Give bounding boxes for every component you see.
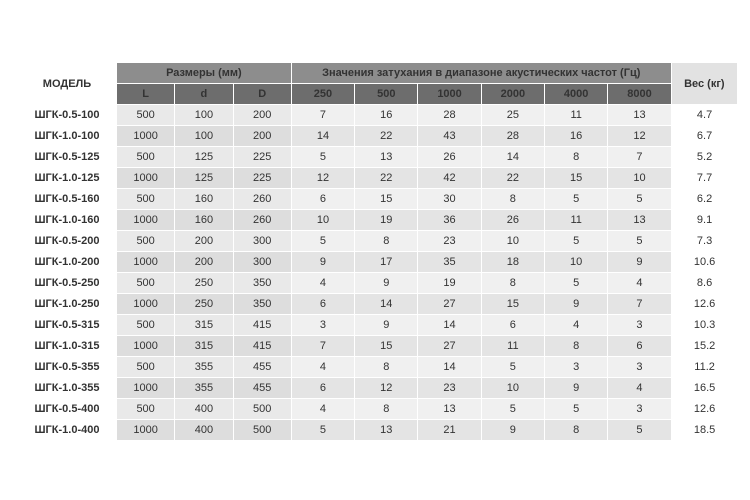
cell-dim-D: 260 — [233, 210, 291, 231]
cell-f4000: 8 — [545, 147, 608, 168]
cell-f1000: 27 — [418, 294, 481, 315]
cell-f500: 22 — [355, 126, 418, 147]
table-row — [12, 126, 738, 147]
table-body — [12, 105, 738, 441]
cell-weight: 6.2 — [671, 189, 737, 210]
cell-f250: 4 — [291, 399, 354, 420]
cell-f500: 9 — [355, 315, 418, 336]
specifications-table — [12, 62, 738, 441]
cell-model: ШГК-1.0-400 — [12, 420, 116, 441]
cell-weight: 10.6 — [671, 252, 737, 273]
cell-f2000: 15 — [481, 294, 544, 315]
cell-f2000: 14 — [481, 147, 544, 168]
cell-dim-d: 200 — [175, 231, 233, 252]
table-row — [12, 357, 738, 378]
header-col-1000: 1000 — [418, 84, 481, 105]
cell-f8000: 5 — [608, 189, 671, 210]
table-row — [12, 336, 738, 357]
cell-dim-L: 1000 — [116, 126, 174, 147]
cell-f250: 7 — [291, 105, 354, 126]
cell-dim-D: 500 — [233, 399, 291, 420]
cell-dim-D: 415 — [233, 336, 291, 357]
header-col-4000: 4000 — [545, 84, 608, 105]
cell-weight: 7.7 — [671, 168, 737, 189]
cell-dim-D: 350 — [233, 294, 291, 315]
cell-f1000: 36 — [418, 210, 481, 231]
cell-f1000: 35 — [418, 252, 481, 273]
cell-f8000: 3 — [608, 357, 671, 378]
cell-f8000: 6 — [608, 336, 671, 357]
cell-model: ШГК-0.5-160 — [12, 189, 116, 210]
cell-model: ШГК-0.5-250 — [12, 273, 116, 294]
cell-f250: 5 — [291, 420, 354, 441]
cell-dim-L: 1000 — [116, 210, 174, 231]
cell-f1000: 28 — [418, 105, 481, 126]
cell-model: ШГК-0.5-100 — [12, 105, 116, 126]
cell-model: ШГК-1.0-355 — [12, 378, 116, 399]
table-row — [12, 168, 738, 189]
cell-f500: 8 — [355, 399, 418, 420]
cell-dim-d: 355 — [175, 378, 233, 399]
table-row — [12, 231, 738, 252]
cell-f250: 10 — [291, 210, 354, 231]
cell-dim-d: 125 — [175, 147, 233, 168]
cell-f8000: 4 — [608, 273, 671, 294]
cell-f2000: 6 — [481, 315, 544, 336]
cell-model: ШГК-1.0-250 — [12, 294, 116, 315]
cell-dim-D: 225 — [233, 147, 291, 168]
cell-dim-d: 100 — [175, 105, 233, 126]
cell-f4000: 5 — [545, 399, 608, 420]
cell-f4000: 5 — [545, 231, 608, 252]
header-dimensions-group: Размеры (мм) — [116, 63, 291, 84]
cell-dim-D: 300 — [233, 231, 291, 252]
cell-f2000: 25 — [481, 105, 544, 126]
cell-dim-L: 1000 — [116, 168, 174, 189]
cell-dim-d: 250 — [175, 273, 233, 294]
cell-model: ШГК-1.0-100 — [12, 126, 116, 147]
cell-f1000: 43 — [418, 126, 481, 147]
header-model: МОДЕЛЬ — [12, 63, 116, 105]
cell-f2000: 5 — [481, 399, 544, 420]
cell-f8000: 5 — [608, 420, 671, 441]
header-col-8000: 8000 — [608, 84, 671, 105]
cell-dim-d: 400 — [175, 399, 233, 420]
header-col-250: 250 — [291, 84, 354, 105]
cell-f4000: 16 — [545, 126, 608, 147]
cell-dim-d: 200 — [175, 252, 233, 273]
cell-f2000: 5 — [481, 357, 544, 378]
header-col-D: D — [233, 84, 291, 105]
cell-weight: 4.7 — [671, 105, 737, 126]
cell-f250: 4 — [291, 357, 354, 378]
cell-f500: 22 — [355, 168, 418, 189]
cell-dim-D: 200 — [233, 126, 291, 147]
header-col-2000: 2000 — [481, 84, 544, 105]
cell-f1000: 23 — [418, 378, 481, 399]
cell-f8000: 4 — [608, 378, 671, 399]
cell-f500: 9 — [355, 273, 418, 294]
cell-f500: 14 — [355, 294, 418, 315]
table-header — [12, 63, 738, 105]
cell-f4000: 11 — [545, 105, 608, 126]
cell-f8000: 3 — [608, 399, 671, 420]
cell-weight: 16.5 — [671, 378, 737, 399]
cell-f4000: 4 — [545, 315, 608, 336]
cell-model: ШГК-0.5-125 — [12, 147, 116, 168]
cell-f1000: 19 — [418, 273, 481, 294]
cell-weight: 7.3 — [671, 231, 737, 252]
cell-f4000: 11 — [545, 210, 608, 231]
cell-f2000: 10 — [481, 378, 544, 399]
cell-f1000: 23 — [418, 231, 481, 252]
cell-f500: 13 — [355, 420, 418, 441]
cell-dim-L: 1000 — [116, 252, 174, 273]
cell-f250: 6 — [291, 378, 354, 399]
table-row — [12, 252, 738, 273]
cell-f1000: 42 — [418, 168, 481, 189]
header-group-row — [12, 63, 738, 84]
cell-weight: 12.6 — [671, 294, 737, 315]
table-row — [12, 399, 738, 420]
table-row — [12, 210, 738, 231]
cell-f8000: 3 — [608, 315, 671, 336]
cell-f2000: 10 — [481, 231, 544, 252]
cell-weight: 10.3 — [671, 315, 737, 336]
cell-f1000: 26 — [418, 147, 481, 168]
cell-model: ШГК-1.0-160 — [12, 210, 116, 231]
cell-dim-d: 400 — [175, 420, 233, 441]
cell-dim-D: 200 — [233, 105, 291, 126]
cell-dim-L: 500 — [116, 399, 174, 420]
cell-dim-D: 455 — [233, 378, 291, 399]
cell-weight: 11.2 — [671, 357, 737, 378]
cell-model: ШГК-1.0-125 — [12, 168, 116, 189]
table-row — [12, 273, 738, 294]
cell-f1000: 14 — [418, 357, 481, 378]
cell-f250: 14 — [291, 126, 354, 147]
cell-f1000: 14 — [418, 315, 481, 336]
cell-model: ШГК-1.0-200 — [12, 252, 116, 273]
cell-dim-L: 500 — [116, 315, 174, 336]
cell-f1000: 27 — [418, 336, 481, 357]
cell-f4000: 9 — [545, 378, 608, 399]
table-row — [12, 378, 738, 399]
table-row — [12, 147, 738, 168]
cell-dim-D: 225 — [233, 168, 291, 189]
table-row — [12, 294, 738, 315]
cell-model: ШГК-0.5-355 — [12, 357, 116, 378]
cell-f500: 8 — [355, 231, 418, 252]
cell-f250: 5 — [291, 231, 354, 252]
cell-dim-d: 315 — [175, 336, 233, 357]
cell-weight: 12.6 — [671, 399, 737, 420]
cell-weight: 15.2 — [671, 336, 737, 357]
cell-f4000: 3 — [545, 357, 608, 378]
cell-dim-L: 500 — [116, 105, 174, 126]
cell-f250: 6 — [291, 294, 354, 315]
cell-f500: 8 — [355, 357, 418, 378]
cell-f2000: 11 — [481, 336, 544, 357]
cell-dim-L: 500 — [116, 231, 174, 252]
cell-f250: 6 — [291, 189, 354, 210]
cell-dim-D: 500 — [233, 420, 291, 441]
cell-f500: 15 — [355, 189, 418, 210]
header-attenuation-group: Значения затухания в диапазоне акустических частот (Гц) — [291, 63, 671, 84]
cell-f8000: 12 — [608, 126, 671, 147]
table-row — [12, 420, 738, 441]
cell-dim-L: 1000 — [116, 378, 174, 399]
cell-f2000: 28 — [481, 126, 544, 147]
header-sub-row — [12, 84, 738, 105]
cell-f500: 19 — [355, 210, 418, 231]
cell-f500: 15 — [355, 336, 418, 357]
cell-f8000: 9 — [608, 252, 671, 273]
cell-model: ШГК-0.5-400 — [12, 399, 116, 420]
cell-weight: 9.1 — [671, 210, 737, 231]
cell-f2000: 26 — [481, 210, 544, 231]
table-row — [12, 315, 738, 336]
cell-f250: 4 — [291, 273, 354, 294]
cell-f8000: 7 — [608, 294, 671, 315]
header-weight: Вес (кг) — [671, 63, 737, 105]
cell-f2000: 18 — [481, 252, 544, 273]
cell-f8000: 13 — [608, 105, 671, 126]
cell-weight: 6.7 — [671, 126, 737, 147]
cell-f2000: 9 — [481, 420, 544, 441]
cell-dim-d: 125 — [175, 168, 233, 189]
cell-f4000: 8 — [545, 420, 608, 441]
cell-f500: 17 — [355, 252, 418, 273]
cell-dim-L: 500 — [116, 189, 174, 210]
cell-dim-d: 100 — [175, 126, 233, 147]
cell-dim-d: 160 — [175, 189, 233, 210]
cell-dim-D: 350 — [233, 273, 291, 294]
cell-dim-D: 300 — [233, 252, 291, 273]
cell-f8000: 10 — [608, 168, 671, 189]
table-row — [12, 189, 738, 210]
cell-f250: 7 — [291, 336, 354, 357]
cell-dim-L: 500 — [116, 273, 174, 294]
cell-f250: 12 — [291, 168, 354, 189]
cell-f4000: 5 — [545, 273, 608, 294]
cell-f500: 16 — [355, 105, 418, 126]
cell-dim-L: 1000 — [116, 336, 174, 357]
cell-dim-d: 160 — [175, 210, 233, 231]
cell-weight: 18.5 — [671, 420, 737, 441]
cell-f8000: 13 — [608, 210, 671, 231]
cell-dim-L: 1000 — [116, 420, 174, 441]
cell-dim-D: 415 — [233, 315, 291, 336]
cell-f4000: 5 — [545, 189, 608, 210]
cell-f4000: 10 — [545, 252, 608, 273]
cell-f2000: 8 — [481, 273, 544, 294]
cell-dim-L: 500 — [116, 357, 174, 378]
cell-f500: 12 — [355, 378, 418, 399]
header-col-d: d — [175, 84, 233, 105]
cell-dim-d: 355 — [175, 357, 233, 378]
cell-f8000: 5 — [608, 231, 671, 252]
cell-dim-L: 500 — [116, 147, 174, 168]
cell-f1000: 13 — [418, 399, 481, 420]
cell-dim-L: 1000 — [116, 294, 174, 315]
cell-f1000: 21 — [418, 420, 481, 441]
header-col-L: L — [116, 84, 174, 105]
table-row — [12, 105, 738, 126]
cell-f4000: 15 — [545, 168, 608, 189]
cell-dim-d: 250 — [175, 294, 233, 315]
cell-f250: 3 — [291, 315, 354, 336]
cell-f2000: 8 — [481, 189, 544, 210]
cell-model: ШГК-1.0-315 — [12, 336, 116, 357]
cell-weight: 5.2 — [671, 147, 737, 168]
cell-dim-d: 315 — [175, 315, 233, 336]
cell-model: ШГК-0.5-200 — [12, 231, 116, 252]
cell-f500: 13 — [355, 147, 418, 168]
cell-f2000: 22 — [481, 168, 544, 189]
cell-dim-D: 260 — [233, 189, 291, 210]
cell-f250: 5 — [291, 147, 354, 168]
cell-weight: 8.6 — [671, 273, 737, 294]
header-col-500: 500 — [355, 84, 418, 105]
cell-f250: 9 — [291, 252, 354, 273]
cell-f4000: 8 — [545, 336, 608, 357]
cell-model: ШГК-0.5-315 — [12, 315, 116, 336]
cell-f1000: 30 — [418, 189, 481, 210]
cell-f4000: 9 — [545, 294, 608, 315]
cell-f8000: 7 — [608, 147, 671, 168]
cell-dim-D: 455 — [233, 357, 291, 378]
